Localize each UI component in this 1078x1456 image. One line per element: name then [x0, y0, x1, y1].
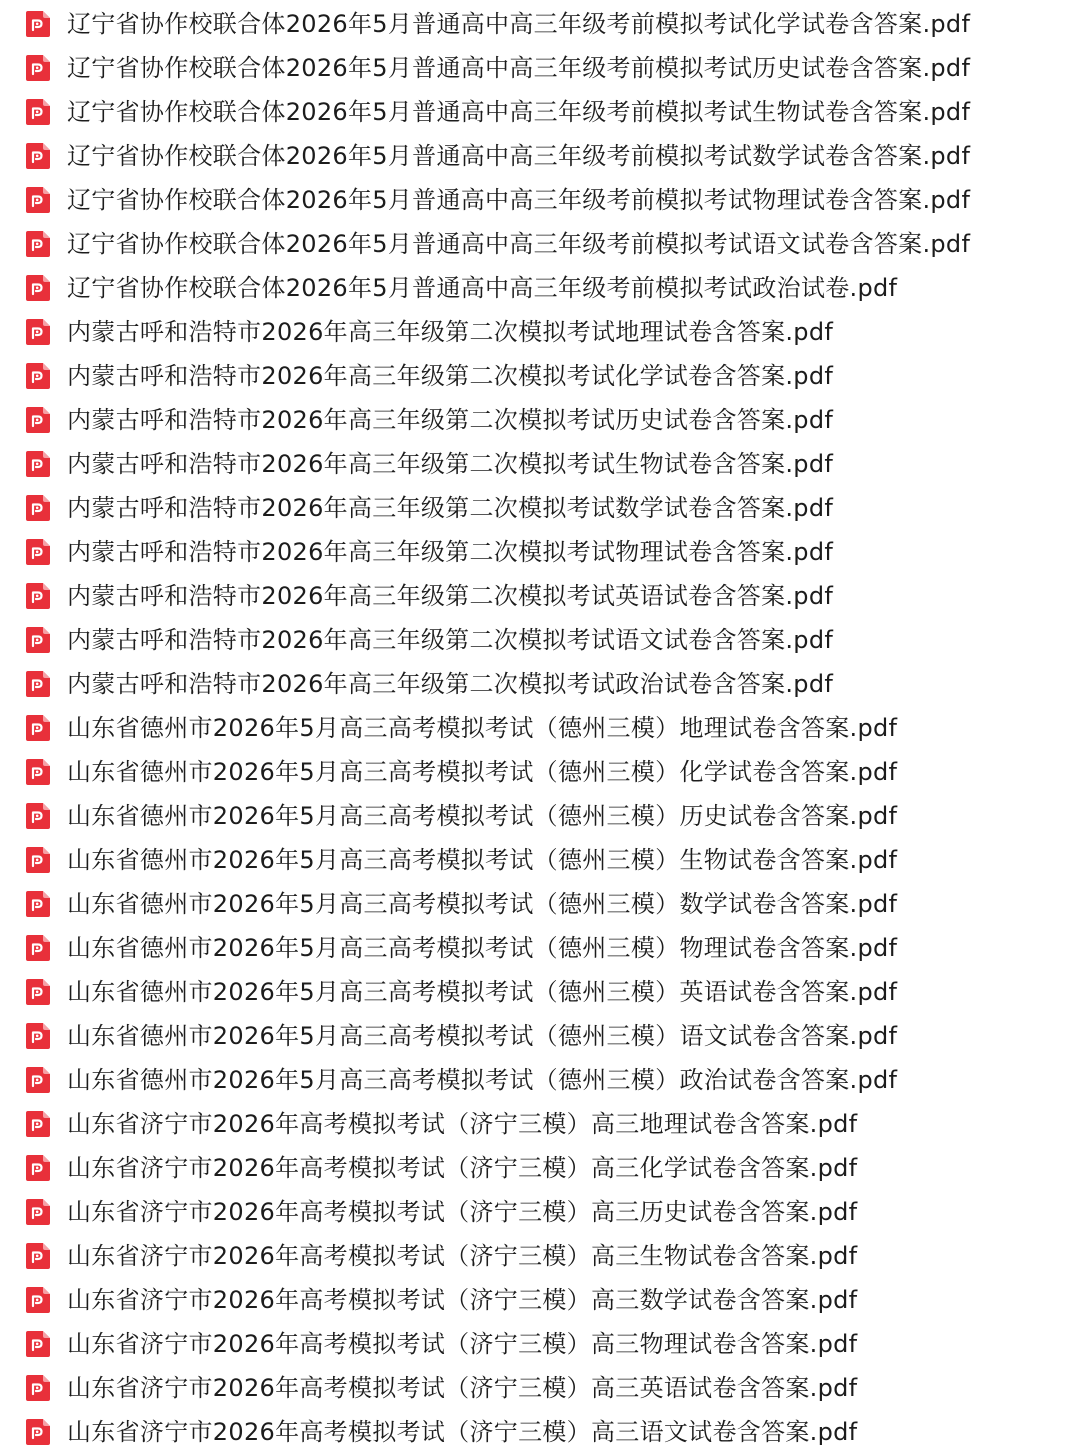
file-row[interactable] [0, 794, 1078, 838]
pdf-file-icon [26, 627, 50, 653]
file-row[interactable] [0, 706, 1078, 750]
pdf-file-icon [26, 1111, 50, 1137]
file-row[interactable] [0, 398, 1078, 442]
file-row[interactable] [0, 486, 1078, 530]
file-row[interactable] [0, 574, 1078, 618]
file-name: 山东省济宁市2026年高考模拟考试（济宁三模）高三地理试卷含答案.pdf [67, 1110, 858, 1138]
file-name: 山东省德州市2026年5月高三高考模拟考试（德州三模）化学试卷含答案.pdf [67, 758, 898, 786]
pdf-file-icon [26, 891, 50, 917]
pdf-file-icon [26, 1023, 50, 1049]
file-name: 内蒙古呼和浩特市2026年高三年级第二次模拟考试数学试卷含答案.pdf [67, 494, 834, 522]
pdf-file-icon [26, 1331, 50, 1357]
file-row[interactable] [0, 1234, 1078, 1278]
pdf-file-icon [26, 759, 50, 785]
file-list [0, 2, 1078, 1454]
file-row[interactable] [0, 1102, 1078, 1146]
pdf-file-icon [26, 1243, 50, 1269]
file-name: 内蒙古呼和浩特市2026年高三年级第二次模拟考试地理试卷含答案.pdf [67, 318, 834, 346]
file-row[interactable] [0, 1014, 1078, 1058]
pdf-file-icon [26, 187, 50, 213]
file-name: 辽宁省协作校联合体2026年5月普通高中高三年级考前模拟考试历史试卷含答案.pdf [67, 54, 971, 82]
pdf-file-icon [26, 275, 50, 301]
file-row[interactable] [0, 134, 1078, 178]
file-name: 山东省济宁市2026年高考模拟考试（济宁三模）高三英语试卷含答案.pdf [67, 1374, 858, 1402]
file-name: 内蒙古呼和浩特市2026年高三年级第二次模拟考试政治试卷含答案.pdf [67, 670, 834, 698]
pdf-file-icon [26, 803, 50, 829]
pdf-file-icon [26, 363, 50, 389]
pdf-file-icon [26, 539, 50, 565]
pdf-file-icon [26, 935, 50, 961]
file-name: 内蒙古呼和浩特市2026年高三年级第二次模拟考试历史试卷含答案.pdf [67, 406, 834, 434]
file-row[interactable] [0, 1278, 1078, 1322]
file-row[interactable] [0, 530, 1078, 574]
file-row[interactable] [0, 838, 1078, 882]
pdf-file-icon [26, 979, 50, 1005]
file-row[interactable] [0, 266, 1078, 310]
file-row[interactable] [0, 46, 1078, 90]
file-row[interactable] [0, 90, 1078, 134]
file-name: 山东省济宁市2026年高考模拟考试（济宁三模）高三历史试卷含答案.pdf [67, 1198, 858, 1226]
file-name: 山东省德州市2026年5月高三高考模拟考试（德州三模）语文试卷含答案.pdf [67, 1022, 898, 1050]
file-row[interactable] [0, 442, 1078, 486]
pdf-file-icon [26, 847, 50, 873]
pdf-file-icon [26, 1067, 50, 1093]
file-row[interactable] [0, 1146, 1078, 1190]
file-row[interactable] [0, 1322, 1078, 1366]
pdf-file-icon [26, 11, 50, 37]
pdf-file-icon [26, 143, 50, 169]
file-row[interactable] [0, 1366, 1078, 1410]
file-name: 山东省济宁市2026年高考模拟考试（济宁三模）高三语文试卷含答案.pdf [67, 1418, 858, 1446]
file-row[interactable] [0, 2, 1078, 46]
file-name: 山东省德州市2026年5月高三高考模拟考试（德州三模）英语试卷含答案.pdf [67, 978, 898, 1006]
file-row[interactable] [0, 970, 1078, 1014]
file-name: 山东省济宁市2026年高考模拟考试（济宁三模）高三数学试卷含答案.pdf [67, 1286, 858, 1314]
pdf-file-icon [26, 715, 50, 741]
file-row[interactable] [0, 618, 1078, 662]
pdf-file-icon [26, 1199, 50, 1225]
file-name: 内蒙古呼和浩特市2026年高三年级第二次模拟考试化学试卷含答案.pdf [67, 362, 834, 390]
file-name: 辽宁省协作校联合体2026年5月普通高中高三年级考前模拟考试生物试卷含答案.pdf [67, 98, 971, 126]
pdf-file-icon [26, 231, 50, 257]
file-name: 辽宁省协作校联合体2026年5月普通高中高三年级考前模拟考试化学试卷含答案.pdf [67, 10, 971, 38]
file-row[interactable] [0, 1058, 1078, 1102]
file-name: 辽宁省协作校联合体2026年5月普通高中高三年级考前模拟考试政治试卷.pdf [67, 274, 898, 302]
pdf-file-icon [26, 319, 50, 345]
file-name: 辽宁省协作校联合体2026年5月普通高中高三年级考前模拟考试语文试卷含答案.pdf [67, 230, 971, 258]
pdf-file-icon [26, 1287, 50, 1313]
file-name: 山东省德州市2026年5月高三高考模拟考试（德州三模）地理试卷含答案.pdf [67, 714, 898, 742]
file-name: 内蒙古呼和浩特市2026年高三年级第二次模拟考试英语试卷含答案.pdf [67, 582, 834, 610]
file-name: 山东省济宁市2026年高考模拟考试（济宁三模）高三化学试卷含答案.pdf [67, 1154, 858, 1182]
pdf-file-icon [26, 1155, 50, 1181]
file-row[interactable] [0, 222, 1078, 266]
file-row[interactable] [0, 354, 1078, 398]
file-name: 山东省德州市2026年5月高三高考模拟考试（德州三模）政治试卷含答案.pdf [67, 1066, 898, 1094]
file-name: 内蒙古呼和浩特市2026年高三年级第二次模拟考试物理试卷含答案.pdf [67, 538, 834, 566]
pdf-file-icon [26, 451, 50, 477]
file-row[interactable] [0, 926, 1078, 970]
pdf-file-icon [26, 55, 50, 81]
pdf-file-icon [26, 1375, 50, 1401]
file-name: 山东省德州市2026年5月高三高考模拟考试（德州三模）物理试卷含答案.pdf [67, 934, 898, 962]
file-row[interactable] [0, 662, 1078, 706]
file-name: 内蒙古呼和浩特市2026年高三年级第二次模拟考试生物试卷含答案.pdf [67, 450, 834, 478]
pdf-file-icon [26, 671, 50, 697]
file-row[interactable] [0, 178, 1078, 222]
file-name: 辽宁省协作校联合体2026年5月普通高中高三年级考前模拟考试数学试卷含答案.pdf [67, 142, 971, 170]
pdf-file-icon [26, 583, 50, 609]
pdf-file-icon [26, 1419, 50, 1445]
file-row[interactable] [0, 882, 1078, 926]
file-row[interactable] [0, 310, 1078, 354]
file-name: 山东省济宁市2026年高考模拟考试（济宁三模）高三物理试卷含答案.pdf [67, 1330, 858, 1358]
file-row[interactable] [0, 750, 1078, 794]
file-row[interactable] [0, 1190, 1078, 1234]
file-name: 内蒙古呼和浩特市2026年高三年级第二次模拟考试语文试卷含答案.pdf [67, 626, 834, 654]
file-name: 山东省德州市2026年5月高三高考模拟考试（德州三模）数学试卷含答案.pdf [67, 890, 898, 918]
file-name: 山东省德州市2026年5月高三高考模拟考试（德州三模）历史试卷含答案.pdf [67, 802, 898, 830]
pdf-file-icon [26, 495, 50, 521]
pdf-file-icon [26, 99, 50, 125]
file-name: 辽宁省协作校联合体2026年5月普通高中高三年级考前模拟考试物理试卷含答案.pdf [67, 186, 971, 214]
pdf-file-icon [26, 407, 50, 433]
file-name: 山东省德州市2026年5月高三高考模拟考试（德州三模）生物试卷含答案.pdf [67, 846, 898, 874]
file-name: 山东省济宁市2026年高考模拟考试（济宁三模）高三生物试卷含答案.pdf [67, 1242, 858, 1270]
file-row[interactable] [0, 1410, 1078, 1454]
